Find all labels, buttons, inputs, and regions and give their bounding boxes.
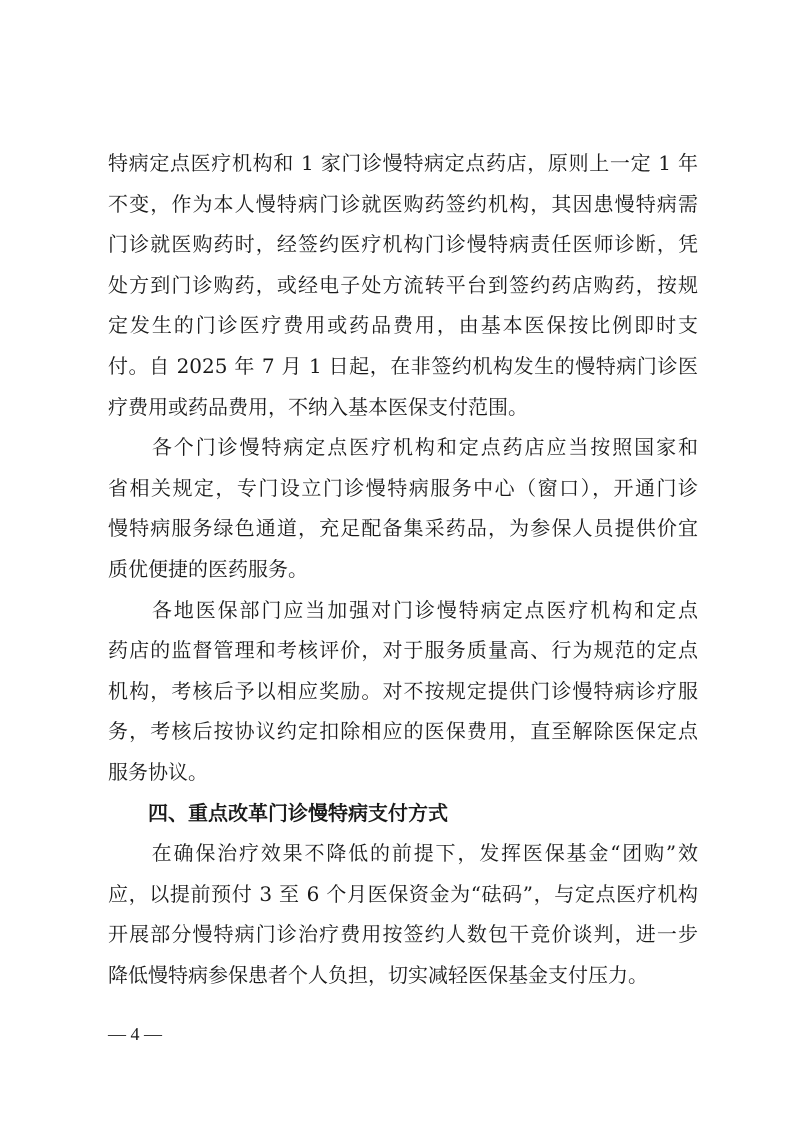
page-number: — 4 — (108, 1024, 162, 1044)
text-line: 服务协议。 (108, 759, 208, 784)
text-line: 开展部分慢特病门诊治疗费用按签约人数包干竞价谈判，进一步 (108, 922, 698, 947)
text-line: 定发生的门诊医疗费用或药品费用，由基本医保按比例即时支 (108, 313, 698, 338)
text-line: 各个门诊慢特病定点医疗机构和定点药店应当按照国家和 (108, 435, 698, 460)
text-line: 不变，作为本人慢特病门诊就医购药签约机构，其因患慢特病需 (108, 191, 698, 216)
text-line: 质优便捷的医药服务。 (108, 556, 308, 581)
text-line: 处方到门诊购药，或经电子处方流转平台到签约药店购药，按规 (108, 272, 698, 297)
text-line: 药店的监督管理和考核评价，对于服务质量高、行为规范的定点 (108, 638, 698, 663)
text-line: 务，考核后按协议约定扣除相应的医保费用，直至解除医保定点 (108, 719, 698, 744)
text-line: 降低慢特病参保患者个人负担，切实减轻医保基金支付压力。 (108, 962, 648, 987)
text-line: 各地医保部门应当加强对门诊慢特病定点医疗机构和定点 (108, 597, 698, 622)
text-line: 特病定点医疗机构和 1 家门诊慢特病定点药店，原则上一定 1 年 (108, 151, 698, 175)
body-text (108, 143, 698, 995)
text-line: 疗费用或药品费用，不纳入基本医保支付范围。 (108, 394, 528, 419)
text-line: 在确保治疗效果不降低的前提下，发挥医保基金“团购”效 (108, 841, 698, 866)
text-line: 机构，考核后予以相应奖励。对不按规定提供门诊慢特病诊疗服 (108, 678, 698, 703)
text-line: 慢特病服务绿色通道，充足配备集采药品，为参保人员提供价宜 (108, 516, 698, 541)
section-heading: 四、重点改革门诊慢特病支付方式 (108, 800, 448, 825)
text-line: 门诊就医购药时，经签约医疗机构门诊慢特病责任医师诊断，凭 (108, 232, 698, 257)
text-line: 省相关规定，专门设立门诊慢特病服务中心（窗口），开通门诊 (108, 475, 698, 500)
text-line: 应，以提前预付 3 至 6 个月医保资金为“砝码”，与定点医疗机构 (108, 881, 698, 906)
text-line: 付。自 2025 年 7 月 1 日起，在非签约机构发生的慢特病门诊医 (108, 353, 698, 378)
